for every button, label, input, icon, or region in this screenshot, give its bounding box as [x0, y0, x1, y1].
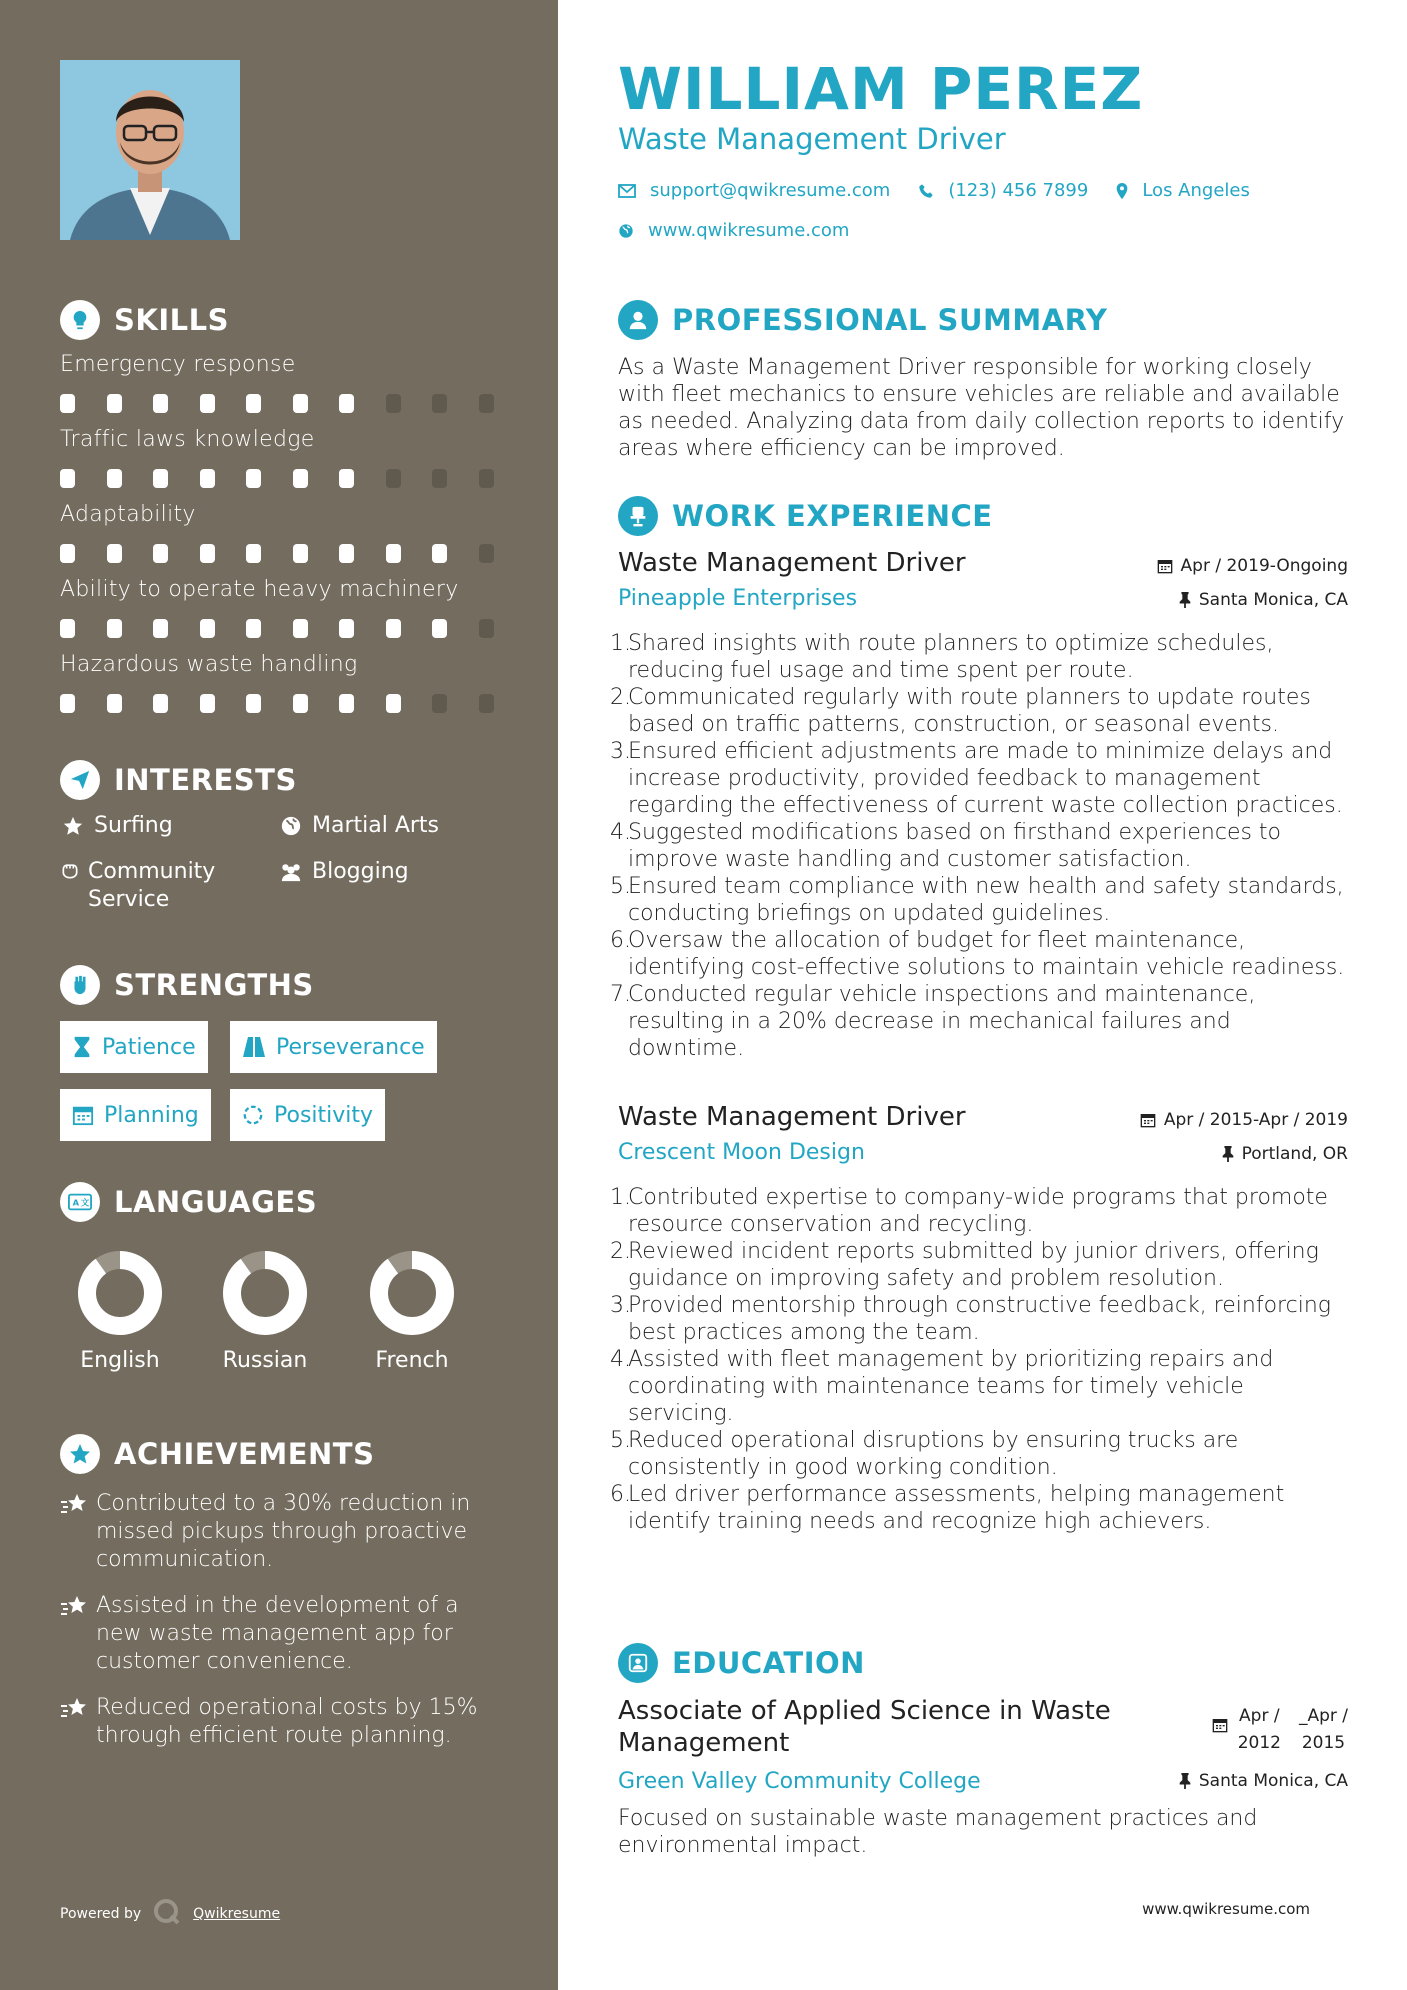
skill-rating [60, 619, 525, 638]
strengths-section [60, 963, 502, 1151]
skill-rating [60, 544, 525, 563]
education-start-year: 2012 [1237, 1733, 1281, 1753]
experience-title: WORK EXPERIENCE [672, 499, 993, 533]
contact-row-2 [618, 220, 877, 241]
shooting-star-icon [60, 1592, 96, 1624]
language-icon [60, 1182, 100, 1222]
education-start-month: Apr / [1239, 1706, 1280, 1726]
duty-text: Shared insights with route planners to optimize schedules, reducing fuel usage and time spent per route. [628, 631, 1274, 683]
duty-item [610, 1184, 1348, 1238]
svg-text:文: 文 [80, 1197, 90, 1208]
achievement-text: Reduced operational costs by 15% through efficient route planning. [96, 1695, 478, 1748]
skill-dot [386, 619, 401, 638]
hand-icon [60, 858, 80, 881]
skill-dot [432, 694, 447, 713]
language-ring [222, 1250, 308, 1336]
duty-item [610, 927, 1348, 981]
duty-text: Provided mentorship through constructive feedback, reinforcing best practices among the team. [628, 1293, 1331, 1345]
pushpin-icon [1179, 1773, 1191, 1789]
language-item [352, 1250, 472, 1373]
language-ring-fill [232, 1260, 298, 1326]
job-date [1157, 556, 1348, 576]
achievements-title: ACHIEVEMENTS [114, 1437, 375, 1471]
duty-item [610, 1481, 1348, 1535]
skill-dot [293, 619, 308, 638]
paper-plane-icon [60, 760, 100, 800]
experience-section [610, 494, 1348, 1535]
education-end-year: 2015 [1301, 1733, 1346, 1753]
skill-dot [479, 544, 494, 563]
contact-phone[interactable] [918, 180, 1088, 201]
interest-item [278, 812, 439, 840]
fist-icon [60, 965, 100, 1005]
skill-item [60, 427, 502, 502]
skill-dot [339, 469, 354, 488]
education-end-month: Apr / [1307, 1706, 1348, 1726]
achievement-item [60, 1694, 502, 1750]
interest-item [60, 812, 173, 840]
contact-email[interactable] [618, 180, 890, 201]
job-company: Crescent Moon Design [618, 1140, 865, 1165]
skill-name: Emergency response [60, 352, 296, 377]
education-start [1238, 1703, 1281, 1757]
job-date-text: Apr / 2015-Apr / 2019 [1163, 1110, 1348, 1130]
skill-dot [107, 694, 122, 713]
education-date-separator: _ [1298, 1706, 1308, 1726]
skills-title: SKILLS [114, 303, 229, 337]
powered-by [60, 1898, 280, 1930]
education-heading [618, 1641, 1348, 1685]
skill-item [60, 352, 502, 427]
skill-dot [60, 544, 75, 563]
job-header [618, 548, 1348, 628]
experience-heading [618, 494, 1348, 538]
contact-website[interactable] [618, 220, 849, 241]
achievements-heading [60, 1432, 502, 1476]
skill-dot [60, 469, 75, 488]
summary-title: PROFESSIONAL SUMMARY [672, 303, 1108, 337]
education-date [1212, 1703, 1348, 1757]
skill-dot [60, 694, 75, 713]
calendar-icon [72, 1104, 94, 1126]
graduation-icon [618, 1643, 658, 1683]
skills-list [60, 352, 502, 727]
duty-item [610, 1427, 1348, 1481]
skills-section [60, 298, 502, 727]
footer-url[interactable]: www.qwikresume.com [1142, 1900, 1310, 1918]
road-icon [242, 1037, 266, 1057]
achievement-item [60, 1490, 502, 1574]
skill-dot [293, 394, 308, 413]
interest-item [278, 858, 409, 886]
qwikresume-logo-icon [153, 1898, 181, 1930]
skill-dot [479, 469, 494, 488]
skill-dot [432, 544, 447, 563]
duty-item [610, 981, 1348, 1062]
achievements-list [60, 1490, 502, 1750]
language-ring-fill [87, 1260, 153, 1326]
duty-item [610, 1238, 1348, 1292]
duty-number: 5. [610, 1428, 631, 1453]
skill-name: Adaptability [60, 502, 196, 527]
skill-dot [107, 619, 122, 638]
job-date-text: Apr / 2019-Ongoing [1180, 556, 1348, 576]
education-description: Focused on sustainable waste management practices and environmental impact. [618, 1806, 1258, 1858]
skill-dot [200, 619, 215, 638]
duty-number: 3. [610, 739, 631, 764]
calendar-icon [1140, 1112, 1156, 1128]
phone-text: (123) 456 7899 [948, 180, 1089, 201]
job-entry [610, 1102, 1348, 1535]
skill-dot [479, 394, 494, 413]
skill-name: Traffic laws knowledge [60, 427, 315, 452]
skill-rating [60, 469, 525, 488]
duty-item [610, 630, 1348, 684]
skill-dot [293, 469, 308, 488]
strengths-heading [60, 963, 502, 1007]
duty-text: Communicated regularly with route planners to update routes based on traffic patterns, construction, or seasonal events. [628, 685, 1311, 737]
location-text: Los Angeles [1142, 180, 1250, 201]
education-title: EDUCATION [672, 1646, 865, 1680]
duties-list [610, 1184, 1348, 1535]
skill-dot [153, 469, 168, 488]
skill-dot [339, 394, 354, 413]
skill-dot [386, 469, 401, 488]
languages-title: LANGUAGES [114, 1185, 318, 1219]
duty-text: Assisted with fleet management by prioritizing repairs and coordinating with maintenance teams for timely vehicle servicing. [628, 1347, 1274, 1426]
strength-chip [230, 1089, 385, 1141]
chair-icon [618, 496, 658, 536]
skill-dot [153, 619, 168, 638]
job-entry [610, 548, 1348, 1062]
skill-item [60, 502, 502, 577]
job-location [1222, 1144, 1348, 1164]
shooting-star-icon [60, 1490, 96, 1522]
skill-dot [200, 694, 215, 713]
skill-dot [246, 469, 261, 488]
skill-dot [386, 394, 401, 413]
duty-text: Led driver performance assessments, helping management identify training needs and recognize high achievers. [628, 1482, 1285, 1534]
skill-name: Ability to operate heavy machinery [60, 577, 459, 602]
email-text: support@qwikresume.com [650, 180, 891, 201]
skill-item [60, 577, 502, 652]
language-name: Russian [222, 1348, 308, 1373]
strength-chip [230, 1021, 437, 1073]
duty-text: Oversaw the allocation of budget for fleet maintenance, identifying cost-effective solutions to maintain vehicle readiness. [628, 928, 1345, 980]
strength-label: Perseverance [276, 1034, 425, 1060]
summary-section [618, 298, 1348, 462]
duty-number: 6. [610, 1482, 631, 1507]
strengths-title: STRENGTHS [114, 968, 314, 1002]
languages-section [60, 1180, 502, 1400]
skill-dot [200, 544, 215, 563]
skill-dot [432, 469, 447, 488]
map-pin-icon [1116, 183, 1128, 199]
languages-list [60, 1250, 502, 1400]
skill-dot [200, 394, 215, 413]
duty-number: 5. [610, 874, 631, 899]
duty-item [610, 738, 1348, 819]
education-location [1179, 1771, 1348, 1791]
interests-title: INTERESTS [114, 763, 297, 797]
skill-dot [60, 394, 75, 413]
duty-text: Reduced operational disruptions by ensuring trucks are consistently in good working condition. [628, 1428, 1239, 1480]
duty-text: Ensured team compliance with new health and safety standards, conducting briefings on updated guidelines. [628, 874, 1344, 926]
education-school-row [618, 1765, 1348, 1803]
skill-dot [246, 694, 261, 713]
skill-dot [246, 544, 261, 563]
qwikresume-link[interactable]: Qwikresume [193, 1906, 281, 1922]
duty-item [610, 1346, 1348, 1427]
summary-text: As a Waste Management Driver responsible for working closely with fleet mechanics to ensure vehicles are reliable and available as needed. Analyzing data from daily collection reports to identify areas where efficiency can be improved. [618, 355, 1345, 461]
strength-chip [60, 1021, 208, 1073]
achievement-item [60, 1592, 502, 1676]
duty-number: 4. [610, 1347, 631, 1372]
skill-item [60, 652, 502, 727]
circle-notch-icon [242, 1104, 264, 1126]
interest-label: Blogging [312, 859, 409, 884]
job-date [1140, 1110, 1348, 1130]
duty-number: 7. [610, 982, 631, 1007]
globe-icon [618, 223, 634, 239]
strength-chip [60, 1089, 211, 1141]
duty-item [610, 873, 1348, 927]
duty-number: 1. [610, 631, 631, 656]
calendar-icon [1157, 558, 1173, 574]
user-icon [618, 300, 658, 340]
summary-heading [618, 298, 1348, 342]
job-title: Waste Management Driver [618, 548, 966, 578]
achievements-section [60, 1432, 502, 1768]
skill-dot [107, 544, 122, 563]
duty-number: 3. [610, 1293, 631, 1318]
skill-dot [479, 619, 494, 638]
language-item [205, 1250, 325, 1373]
website-text: www.qwikresume.com [648, 220, 850, 241]
candidate-title: Waste Management Driver [618, 122, 1006, 156]
candidate-name: WILLIAM PEREZ [618, 55, 1144, 123]
degree-title: Associate of Applied Science in Waste Management [618, 1696, 1111, 1758]
job-company: Pineapple Enterprises [618, 586, 858, 611]
skill-dot [246, 394, 261, 413]
pushpin-icon [1222, 1146, 1234, 1162]
education-section [618, 1641, 1348, 1859]
skill-dot [293, 544, 308, 563]
duty-number: 1. [610, 1185, 631, 1210]
duty-number: 4. [610, 820, 631, 845]
envelope-icon [618, 184, 636, 198]
skill-dot [153, 694, 168, 713]
skill-dot [200, 469, 215, 488]
job-location [1179, 590, 1348, 610]
job-location-text: Portland, OR [1241, 1144, 1348, 1164]
skill-dot [432, 619, 447, 638]
globe-icon [278, 812, 304, 837]
contact-row [618, 180, 1278, 201]
pushpin-icon [1179, 592, 1191, 608]
duties-list [610, 630, 1348, 1062]
duty-number: 2. [610, 1239, 631, 1264]
skill-rating [60, 694, 525, 713]
strengths-list [60, 1021, 502, 1151]
group-icon [278, 858, 304, 883]
job-title: Waste Management Driver [618, 1102, 966, 1132]
duty-text: Ensured efficient adjustments are made to minimize delays and increase productivity, provided feedback to management regarding the effectiveness of current waste collection practices. [628, 739, 1343, 818]
language-name: English [80, 1348, 160, 1373]
school-name: Green Valley Community College [618, 1769, 981, 1794]
skill-dot [339, 694, 354, 713]
skill-dot [153, 394, 168, 413]
skill-name: Hazardous waste handling [60, 652, 358, 677]
education-end [1299, 1703, 1348, 1757]
lightbulb-icon [60, 300, 100, 340]
skill-dot [432, 394, 447, 413]
language-ring-fill [379, 1260, 445, 1326]
svg-text:A: A [72, 1197, 80, 1208]
education-entry [618, 1695, 1348, 1859]
duty-number: 6. [610, 928, 631, 953]
skill-dot [479, 694, 494, 713]
interest-item [60, 858, 250, 914]
calendar-icon [1212, 1717, 1228, 1733]
duty-text: Suggested modifications based on firsthand experiences to improve waste handling and customer satisfaction. [628, 820, 1282, 872]
skill-dot [60, 619, 75, 638]
skill-dot [107, 469, 122, 488]
skill-dot [293, 694, 308, 713]
skill-dot [339, 619, 354, 638]
skill-dot [386, 694, 401, 713]
duty-item [610, 1292, 1348, 1346]
skill-dot [107, 394, 122, 413]
skill-rating [60, 394, 525, 413]
education-location-text: Santa Monica, CA [1198, 1771, 1348, 1791]
interest-label: Surfing [94, 813, 173, 838]
skills-heading [60, 298, 502, 342]
strength-label: Positivity [274, 1102, 374, 1128]
phone-icon [918, 183, 934, 199]
interest-label: Martial Arts [312, 813, 440, 838]
star-badge-icon [60, 1434, 100, 1474]
hourglass-icon [72, 1036, 92, 1058]
powered-by-label: Powered by [60, 1906, 142, 1922]
star-icon [60, 812, 86, 837]
languages-heading [60, 1180, 502, 1224]
skill-dot [153, 544, 168, 563]
interests-section [60, 758, 502, 937]
strength-label: Patience [102, 1034, 196, 1060]
strength-label: Planning [104, 1102, 199, 1128]
language-ring [77, 1250, 163, 1336]
interest-label: Community Service [88, 859, 216, 912]
job-location-text: Santa Monica, CA [1198, 590, 1348, 610]
shooting-star-icon [60, 1694, 96, 1726]
job-header [618, 1102, 1348, 1182]
interests-heading [60, 758, 502, 802]
duty-text: Conducted regular vehicle inspections and maintenance, resulting in a 20% decrease in mechanical failures and downtime. [628, 982, 1256, 1061]
duty-text: Contributed expertise to company-wide programs that promote resource conservation and recycling. [628, 1185, 1328, 1237]
duty-item [610, 819, 1348, 873]
skill-dot [386, 544, 401, 563]
sidebar [0, 0, 558, 1990]
duty-item [610, 684, 1348, 738]
achievement-text: Contributed to a 30% reduction in missed pickups through proactive communication. [96, 1491, 471, 1572]
profile-photo [60, 60, 240, 240]
achievement-text: Assisted in the development of a new waste management app for customer convenience. [96, 1593, 459, 1674]
language-ring [369, 1250, 455, 1336]
language-item [60, 1250, 180, 1373]
duty-number: 2. [610, 685, 631, 710]
contact-location [1116, 180, 1250, 201]
skill-dot [246, 619, 261, 638]
duty-text: Reviewed incident reports submitted by junior drivers, offering guidance on improving safety and problem resolution. [628, 1239, 1319, 1291]
interests-list [60, 812, 502, 937]
language-name: French [375, 1348, 449, 1373]
skill-dot [339, 544, 354, 563]
jobs-list [610, 548, 1348, 1535]
